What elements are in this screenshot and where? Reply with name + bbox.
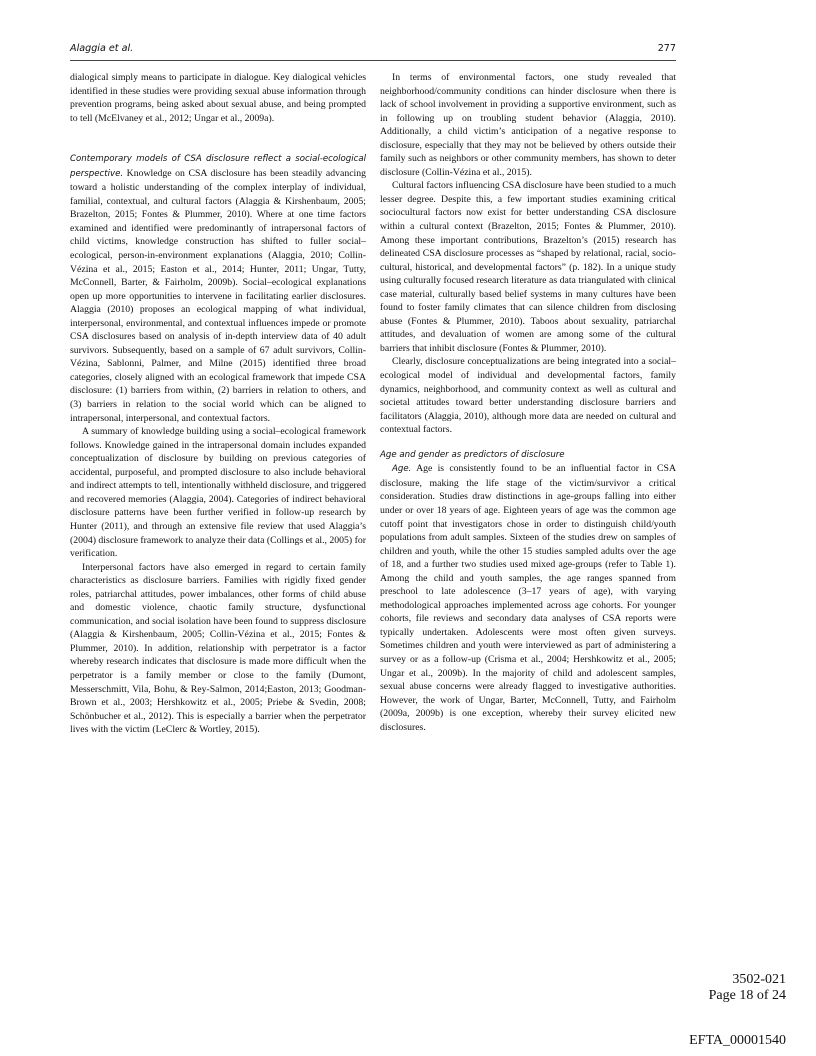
paragraph-body: Age is consistently found to be an influential factor in CSA disclosure, making the life stage of the victim/survivor a critical consideration. Studies draw distinctions in age-groups falling into either under or over 18 years of age. Eighteen years of age was the common age cutoff point that investigators chose in order to distinguish child/youth populations from adult samples. Sixteen of the studies drew on samples of children and youth, while the other 15 studies sampled adults over the age of 18, and a further two studies used mixed age-groups (refer to Table 1). Among the child and youth samples, the age ranges spanned from preschool to late adolescence (3–17 years of age), with varying methodological approaches implemented across age cohorts. For younger cohorts, file reviews and secondary data analyses of CSA reports were typically undertaken. Adolescents were most often given surveys. Sometimes children and youth were interviewed as part of administering a survey or as a follow-up (Crisma et al., 2004; Hershkowitz et al., 2005; Ungar et al., 2009b). In the majority of child and adolescent samples, sexual abuse concerns were already flagged to investigative authorities. However, the work of Ungar, Barter, McConnell, Tutty, and Fairholm (2009a, 2009b) is one exception, whereby their survey elicited new disclosures.	[380, 463, 676, 733]
paragraph	[380, 462, 676, 734]
bates-number-stamp: EFTA_00001540	[689, 1033, 786, 1048]
run-in-heading: Age.	[392, 464, 412, 475]
running-head-page-number: 277	[657, 43, 676, 54]
page-count-stamp: Page 18 of 24	[708, 988, 786, 1003]
paragraph: A summary of knowledge building using a social–ecological framework follows. Knowledge gained in the intrapersonal domain includes expanded conceptualization of disclosure by building on previous categories of accidental, purposeful, and prompted disclosure to also include behavioral and indirect attempts to tell, intentionally withheld disclosure, and triggered and recovered memories (Alaggia, 2004). Categories of indirect behavioral disclosure patterns have been further verified in follow-up research by Hunter (2011), and through an extensive file review that used Alaggia’s (2004) disclosure framework to analyze their data (Collings et al., 2005) for verification.	[70, 426, 366, 560]
section-subheading: Age and gender as predictors of disclosure	[380, 449, 565, 460]
paragraph: Cultural factors influencing CSA disclosure have been studied to a much lesser degree. Despite this, a few important studies examining critical sociocultural factors now exist for better understanding CSA disclosure within a cultural context (Brazelton, 2015; Fontes & Plummer, 2010). Among these important contributions, Brazelton’s (2015) research has delineated CSA disclosure processes as “shaped by relational, racial, socio-cultural, historical, and developmental factors” (p. 182). In a unique study using culturally focused research literature as data triangulated with clinical case material, culturally based belief systems in many cultures have been found to foster family climates that can silence children from disclosing abuse (Fontes & Plummer, 2010). Taboos about sexuality, patriarchal attitudes, and devaluation of women are among some of the cultural barriers that inhibit disclosure (Fontes & Plummer, 2010).	[380, 180, 676, 354]
right-column	[380, 71, 676, 734]
running-header	[70, 40, 676, 61]
paragraph-body: Knowledge on CSA disclosure has been steadily advancing toward a holistic understanding of the complex interplay of individual, familial, contextual, and cultural factors (Alaggia & Kirshenbaum, 2005; Brazelton, 2015; Fontes & Plummer, 2010). Where at one time factors examined and identified were predominantly of intrapersonal factors of child victims, knowledge construction has shifted to fuller social–ecological, person-in-environment explanations (Alaggia, 2010; Collin-Vézina et al., 2015; Easton et al., 2014; Hunter, 2011; Ungar, Tutty, McConnell, Barter, & Fairholm, 2009b). Social–ecological explanations open up more opportunities to intervene in facilitating earlier disclosures. Alaggia (2010) proposes an ecological mapping of what individual, interpersonal, environmental, and contextual influences impede or promote CSA disclosures based on analysis of in-depth interview data of 40 adult survivors. Subsequently, based on a sample of 67 adult survivors, Collin-Vézina, Sablonni, Palmer, and Milne (2015) identified three broad categories, closely aligned with an ecological framework that impede CSA disclosure: (1) barriers from within, (2) barriers in relation to others, and (3) barriers in relation to the social world which can be aligned to intrapersonal, interpersonal, and contextual factors.	[70, 167, 366, 424]
run-in-heading: Contemporary models of CSA disclosure reflect a social-ecological perspective.	[70, 154, 366, 179]
paragraph: In terms of environmental factors, one study revealed that neighborhood/community conditions can hinder disclosure when there is lack of school involvement in providing a supportive environment, such as in following up on troubling student behavior (Alaggia, 2010). Additionally, a child victim’s anticipation of a negative response to disclosure, especially that they may not be believed by others outside their family such as neighbors or other community members, has shown to deter disclosure (Collin-Vézina et al., 2015).	[380, 72, 676, 178]
paragraph: Interpersonal factors have also emerged in regard to certain family characteristics as disclosure barriers. Families with rigidly fixed gender roles, patriarchal attitudes, power imbalances, other forms of child abuse and domestic violence, chaotic family structure, dysfunctional communication, and social isolation have been found to suppress disclosure (Alaggia & Kirshenbaum, 2005; Collin-Vézina et al., 2015; Fontes & Plummer, 2010). In addition, relationship with perpetrator is a factor whereby research indicates that disclosure is made more difficult when the perpetrator is a family member or close to the family (Dumont, Messerschmitt, Vila, Bohu, & Rey-Salmon, 2014;Easton, 2013; Goodman-Brown et al., 2003; Hershkowitz et al., 2005; Priebe & Svedin, 2008; Schönbucher et al., 2012). This is especially a barrier when the perpetrator lives with the victim (LeClerc & Wortley, 2015).	[70, 561, 366, 736]
paragraph: dialogical simply means to participate in dialogue. Key dialogical vehicles identified in these studies were providing sexual abuse information through prevention programs, being asked about sexual abuse, and being prompted to tell (McElvaney et al., 2012; Ungar et al., 2009a).	[70, 72, 366, 124]
left-column	[70, 71, 366, 737]
paragraph: Clearly, disclosure conceptualizations are being integrated into a social–ecological model of individual and developmental factors, family dynamics, neighborhood, and community context as well as cultural and societal attitudes toward better understanding disclosure barriers and facilitators (Alaggia, 2010), although more data are needed on cultural and contextual factors.	[380, 356, 676, 436]
running-head-authors: Alaggia et al.	[70, 43, 134, 54]
paragraph	[70, 152, 366, 425]
document-number-stamp: 3502-021	[732, 972, 786, 987]
